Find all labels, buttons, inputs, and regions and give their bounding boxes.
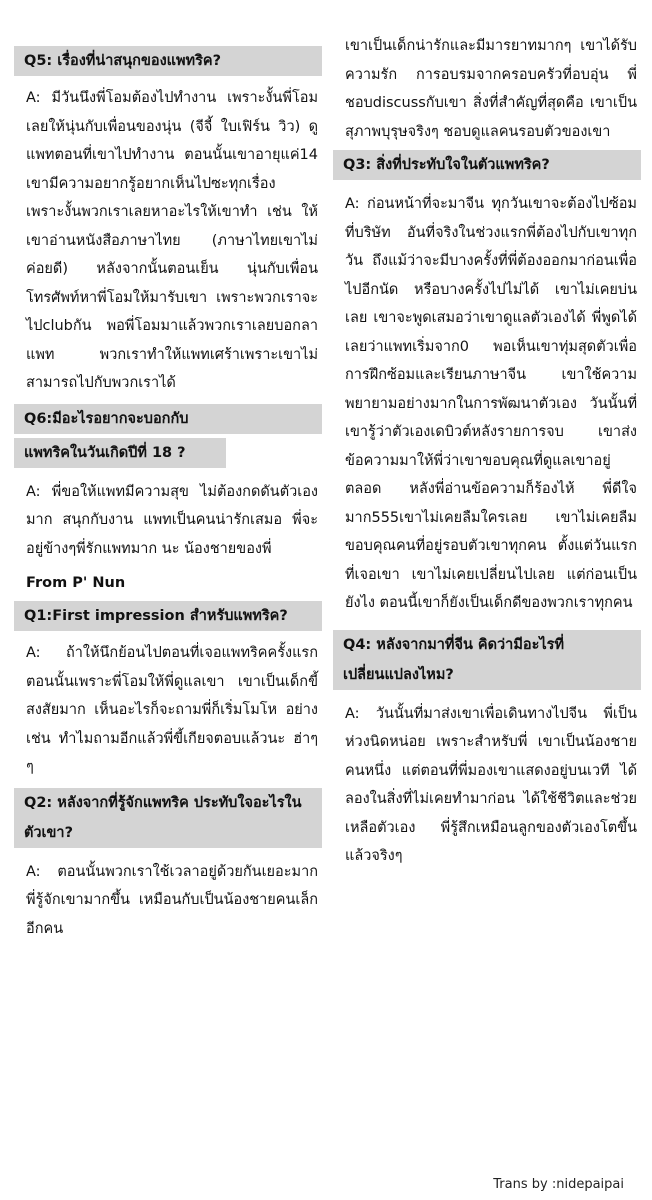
q6-heading-line2: แพทริคในวันเกิดปีที่ 18 ? (14, 438, 226, 468)
translator-credit: Trans by :nidepaipai (493, 1177, 624, 1192)
q5-answer: A: มีวันนึงพี่โอมต้องไปทำงาน เพราะงั้นพี่โอมเลยให้นุ่นกับเพื่อนของนุ่น (จีจี้ ใบเฟิร์น วิว) ดูแพทตอนที่เขาไปทำงาน ตอนนั้นเขาอายุแค่14 เขามีความอยากรู้อยากเห็นไปซะทุกเรื่อง เพราะงั้นพวกเราเลยหาอะไรให้เขาทำ เช่น ให้เขาอ่านหนังสือภาษาไทย (ภาษาไทยเขาไม่ค่อยดี) หลังจากนั้นตอนเย็น นุ่นกับเพื่อนโทรศัพท์หาพี่โอมให้มารับเขา เพราะพวกเราจะไปclubกัน พอพี่โอมมาแล้วพวกเราเลยบอกลาแพท พวกเราทำให้แพทเศร้าเพราะเขาไม่สามารถไปกับพวกเราได้ (26, 90, 318, 391)
q1-answer: A: ถ้าให้นึกย้อนไปตอนที่เจอแพทริคครั้งแรก ตอนนั้นเพราะพี่โอมให้พี่ดูแลเขา เขาเป็นเด็กขี้สงสัยมาก เห็นอะไรก็จะถามพี่ก็เริ่มโมโห อย่างเช่น ทำไมถามอีกแล้วพี่ขี้เกียจตอบแล้วนะ ฮ่าๆๆ (26, 645, 318, 775)
q6-heading-row2 (14, 438, 322, 468)
q2-heading: Q2: หลังจากที่รู้จักแพทริค ประทับใจอะไรในตัวเขา? (14, 788, 322, 848)
q4-answer: A: วันนั้นที่มาส่งเขาเพื่อเดินทางไปจีน พี่เป็นห่วงนิดหน่อย เพราะสำหรับพี่ เขาเป็นน้องชายคนหนึ่ง แต่ตอนที่พี่มองเขาแสดงอยู่บนเวที ได้ลองในสิ่งที่ไม่เคยทำมาก่อน ได้ใช้ชีวิตและช่วยเหลือตัวเอง พี่รู้สึกเหมือนลูกของตัวเองโตขึ้นแล้วจริงๆ (345, 705, 637, 864)
q1-heading: Q1:First impression สำหรับแพทริค? (14, 601, 322, 631)
q3-answer: A: ก่อนหน้าที่จะมาจีน ทุกวันเขาจะต้องไปซ้อมที่บริษัท อันที่จริงในช่วงแรกพี่ต้องไปกับเขาทุกวัน ถึงแม้ว่าจะมีบางครั้งที่พี่ต้องออกมาก่อนเพื่อไปอีกนัด หรือบางครั้งไปไม่ได้ เขาไม่เคยบ่นเลย เขาจะพูดเสมอว่าเขาดูแลตัวเองได้ พี่พูดได้เลยว่าแพทเริ่มจาก0 พอเห็นเขาทุ่มสุดตัวเพื่อการฝึกซ้อมและเรียนภาษาจีน เขาใช้ความพยายามอย่างมากในการพัฒนาตัวเอง วันนั้นที่เขารู้ว่าตัวเองเดบิวต์หลังรายการจบ เขาส่งข้อความมาให้พี่ว่าเขาขอบคุณที่ดูแลเขาอยู่ตลอด หลังพี่อ่านข้อความก็ร้องไห้ พี่ดีใจมาก555เขาไม่เคยลืมใครเลย เขาไม่เคยลืมขอบคุณคนที่อยู่รอบตัวเขาทุกคน ตั้งแต่วันแรกที่เจอเขา เขาไม่เคยเปลี่ยนไปเลย แต่ก่อนเป็นยังไง ตอนนี้เขาก็ยังเป็นเด็กดีของพวกเราทุกคน (345, 196, 637, 611)
q6-heading-line1: Q6:มีอะไรอยากจะบอกกับ (14, 404, 234, 434)
q4-heading: Q4: หลังจากมาที่จีน คิดว่ามีอะไรที่เปลี่ยนแปลงไหม? (333, 630, 641, 690)
right-column (333, 0, 641, 871)
left-column (14, 0, 322, 943)
q6-heading (14, 404, 322, 434)
spacer (14, 0, 322, 46)
q2-answer: A: ตอนนั้นพวกเราใช้เวลาอยู่ด้วยกันเยอะมาก พี่รู้จักเขามากขึ้น เหมือนกับเป็นน้องชายคนเล็กอีกคน (26, 863, 318, 937)
q2-answer-continued: เขาเป็นเด็กน่ารักและมีมารยาทมากๆ เขาได้รับความรัก การอบรมจากครอบครัวที่อบอุ่น พี่ชอบdiscussกับเขา สิ่งที่สำคัญที่สุดคือ เขาเป็นสุภาพบุรุษจริงๆ ชอบดูแลคนรอบตัวของเขา (345, 38, 637, 140)
q5-heading: Q5: เรื่องที่น่าสนุกของแพทริค? (14, 46, 322, 76)
from-line: From P' Nun (26, 575, 126, 591)
q6-answer: A: พี่ขอให้แพทมีความสุข ไม่ต้องกดดันตัวเองมาก สนุกกับงาน แพทเป็นคนน่ารักเสมอ พี่จะอยู่ข้างๆพี่รักแพทมาก นะ น้องชายของพี่ (26, 483, 318, 557)
q3-heading: Q3: สิ่งที่ประทับใจในตัวแพทริค? (333, 150, 641, 180)
